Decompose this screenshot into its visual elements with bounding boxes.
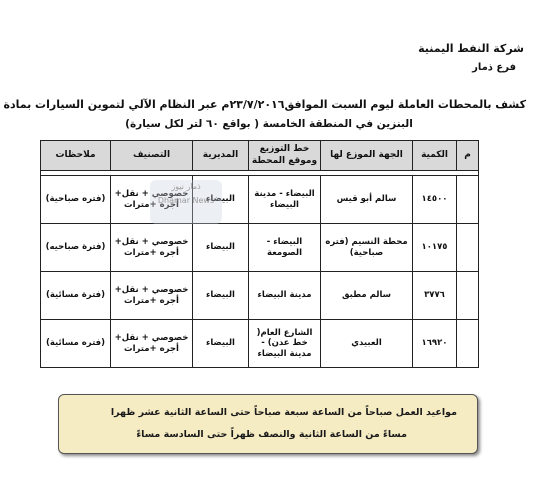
- cell-notes: (فتره صباحية): [41, 176, 111, 224]
- cell-district: البيضاء: [193, 224, 249, 272]
- cell-quantity: ١٤٥٠٠: [413, 176, 457, 224]
- watermark-english: Dhamar News: [157, 196, 215, 205]
- working-hours-note: [58, 394, 478, 454]
- cell-number: [457, 320, 479, 368]
- cell-district: البيضاء: [193, 272, 249, 320]
- cell-party: العبيدي: [321, 320, 413, 368]
- cell-number: [457, 176, 479, 224]
- cell-number: [457, 272, 479, 320]
- cell-line: البيضاء - الصومعة: [249, 224, 321, 272]
- cell-quantity: ١٠١٧٥: [413, 224, 457, 272]
- col-header-district: المديرية: [193, 141, 249, 171]
- cell-line: مدينة البيضاء: [249, 272, 321, 320]
- stations-table: [40, 140, 479, 368]
- cell-party: محطة النسيم (فتره صباحية): [321, 224, 413, 272]
- note-line-evening: مساءً من الساعة الثانية والنصف ظهراً حتى السادسة مساءً: [136, 429, 407, 440]
- col-header-line: خط التوزيع وموقع المحطة: [249, 141, 321, 171]
- table-row: [41, 272, 479, 320]
- cell-number: [457, 224, 479, 272]
- table-row: [41, 224, 479, 272]
- table-row: [41, 176, 479, 224]
- document-subtitle: البنزين في المنطقة الخامسة ( بواقع ٦٠ لتر لكل سيارة): [125, 118, 413, 130]
- cell-line: الشارع العام( خط عدن) - مدينة البيضاء: [249, 320, 321, 368]
- col-header-notes: ملاحظات: [41, 141, 111, 171]
- table-header-row: [41, 141, 479, 171]
- table-row: [41, 320, 479, 368]
- stations-table-container: [40, 140, 478, 368]
- company-name: شركة النفط اليمنية: [418, 42, 524, 55]
- cell-category: خصوصي + نقل+ أجره +مترات: [111, 272, 193, 320]
- col-header-category: التصنيف: [111, 141, 193, 171]
- watermark-arabic: ذمار نيوز: [171, 182, 201, 191]
- col-header-quantity: الكمية: [413, 141, 457, 171]
- cell-category: خصوصي + نقل+ أجره +مترات: [111, 224, 193, 272]
- cell-notes: (فترة مسائية): [41, 272, 111, 320]
- document-title: كشف بالمحطات العاملة ليوم السبت الموافق٢٣/٧/٢٠١٦م عبر النظام الآلي لتموين السيارات بمادة: [3, 98, 526, 111]
- note-line-morning: مواعيد العمل صباحاً من الساعة سبعة صباحاً حتى الساعة الثانية عشر ظهرا: [110, 407, 457, 418]
- cell-line: البيضاء - مدينة البيضاء: [249, 176, 321, 224]
- branch-name: فرع ذمار: [472, 62, 516, 73]
- cell-district: البيضاء: [193, 176, 249, 224]
- cell-category: خصوصي + نقل+ أجره +مترات: [111, 320, 193, 368]
- cell-category: خصوصي + نقل+ أجره +مترات: [111, 176, 193, 224]
- cell-party: سالم مطبق: [321, 272, 413, 320]
- cell-party: سالم أبو قيس: [321, 176, 413, 224]
- col-header-number: م: [457, 141, 479, 171]
- cell-notes: (فترة صباحيه): [41, 224, 111, 272]
- cell-quantity: ١٦٩٢٠: [413, 320, 457, 368]
- col-header-party: الجهة الموزع لها: [321, 141, 413, 171]
- cell-quantity: ٣٧٧٦: [413, 272, 457, 320]
- cell-district: البيضاء: [193, 320, 249, 368]
- cell-notes: (فتره مسائية): [41, 320, 111, 368]
